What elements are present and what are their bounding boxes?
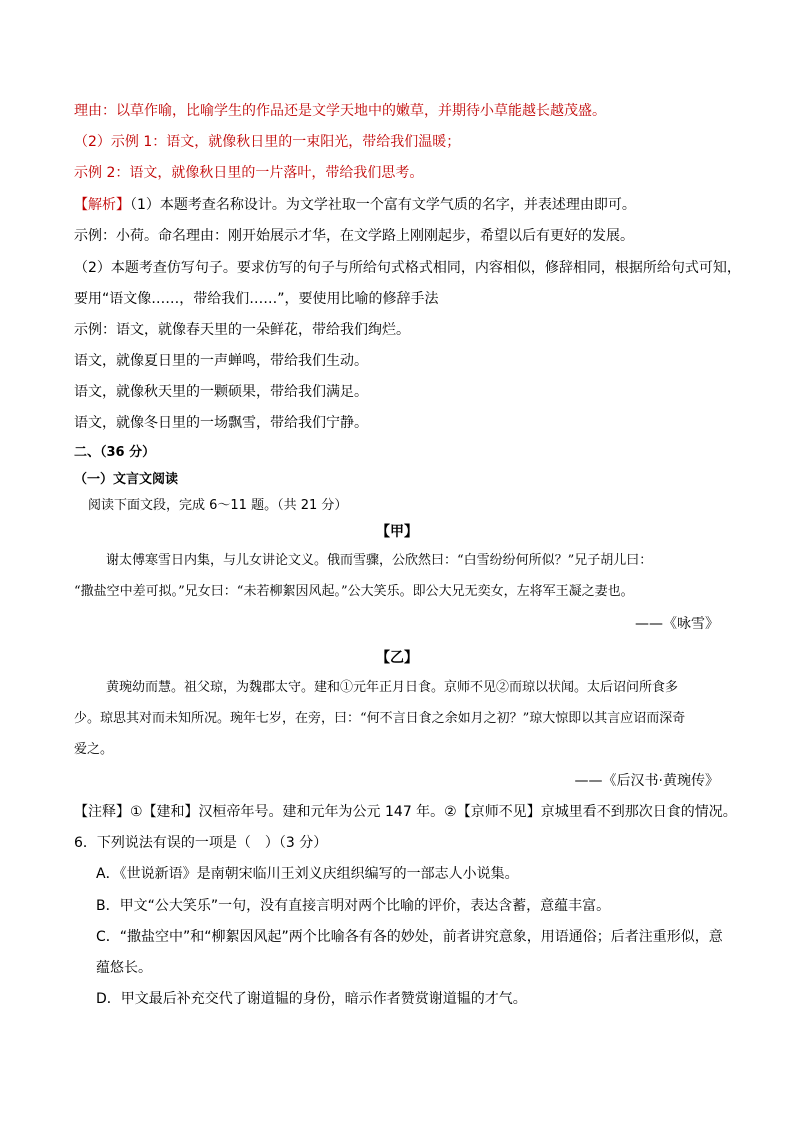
analysis-text: （1）本题考查名称设计。为文学社取一个富有文学气质的名字，并表述理由即可。 [130, 197, 636, 213]
analysis-line-4: 示例：语文，就像春天里的一朵鲜花，带给我们绚烂。 [74, 322, 410, 338]
analysis-line-2: 示例：小荷。命名理由：刚开始展示才华，在文学路上刚刚起步，希望以后有更好的发展。 [74, 228, 634, 244]
question-6-option-c-line-1: C．“撒盐空中”和“柳絮因风起”两个比喻各有各的妙处，前者讲究意象，用语通俗；后者注重形似，意 [96, 929, 723, 945]
analysis-line-1 [74, 195, 636, 215]
passage-a-line-1: 谢太傅寒雪日内集，与儿女讲论文义。俄而雪骤，公欣然曰：“白雪纷纷何所似？”兄子胡儿曰： [106, 553, 653, 568]
question-6-option-a: A．《世说新语》是南朝宋临川王刘义庆组织编写的一部志人小说集。 [96, 866, 519, 882]
analysis-line-5: 语文，就像夏日里的一声蝉鸣，带给我们生动。 [74, 353, 368, 369]
passage-b-line-1: 黄琬幼而慧。祖父琼，为魏郡太守。建和①元年正月日食。京师不见②而琼以状闻。太后诏问所食多 [106, 680, 679, 695]
question-6-option-b: B．甲文“公大笑乐”一句，没有直接言明对两个比喻的评价，表达含蓄，意蕴丰富。 [96, 898, 611, 914]
answer-example-1: （2）示例 1：语文，就像秋日里的一束阳光，带给我们温暖； [74, 134, 461, 150]
passage-b-line-2: 少。琼思其对而未知所况。琬年七岁，在旁，曰：“何不言日食之余如月之初？”琼大惊即以其言应诏而深奇 [74, 711, 686, 726]
answer-reason: 理由：以草作喻，比喻学生的作品还是文学天地中的嫩草，并期待小草能越长越茂盛。 [74, 103, 606, 119]
question-6-stem: 6．下列说法有误的一项是（ ）（3 分） [74, 835, 328, 851]
analysis-line-3b: 要用“语文像……，带给我们……”，要使用比喻的修辞手法 [74, 291, 439, 307]
passage-b-line-3: 爱之。 [74, 742, 114, 757]
passage-a-line-2: “撒盐空中差可拟。”兄女曰：“未若柳絮因风起。”公大笑乐。即公大兄无奕女，左将军王凝之妻也。 [74, 584, 634, 599]
subsection-heading: （一）文言文阅读 [74, 472, 179, 487]
analysis-line-7: 语文，就像冬日里的一场飘雪，带给我们宁静。 [74, 415, 368, 431]
instruction: 阅读下面文段，完成 6～11 题。（共 21 分） [88, 498, 348, 513]
section-heading: 二、（36 分） [74, 445, 156, 460]
question-6-option-c-line-2: 蕴悠长。 [96, 960, 152, 976]
analysis-tag: 【解析】 [74, 197, 130, 213]
passage-a-source: ——《咏雪》 [635, 616, 719, 632]
passage-b-source: ——《后汉书·黄琬传》 [574, 773, 719, 789]
passage-a-title: 【甲】 [376, 524, 418, 540]
answer-example-2: 示例 2：语文，就像秋日里的一片落叶，带给我们思考。 [74, 165, 424, 181]
question-6-option-d: D．甲文最后补充交代了谢道韫的身份，暗示作者赞赏谢道韫的才气。 [96, 991, 527, 1007]
passage-b-title: 【乙】 [376, 650, 418, 666]
annotation-note: 【注释】①【建和】汉桓帝年号。建和元年为公元 147 年。②【京师不见】京城里看不到那次日食的情况。 [74, 804, 737, 820]
analysis-line-3a: （2）本题考查仿写句子。要求仿写的句子与所给句式格式相同，内容相似，修辞相同，根据所给句式可知， [74, 260, 741, 276]
analysis-line-6: 语文，就像秋天里的一颗硕果，带给我们满足。 [74, 384, 368, 400]
